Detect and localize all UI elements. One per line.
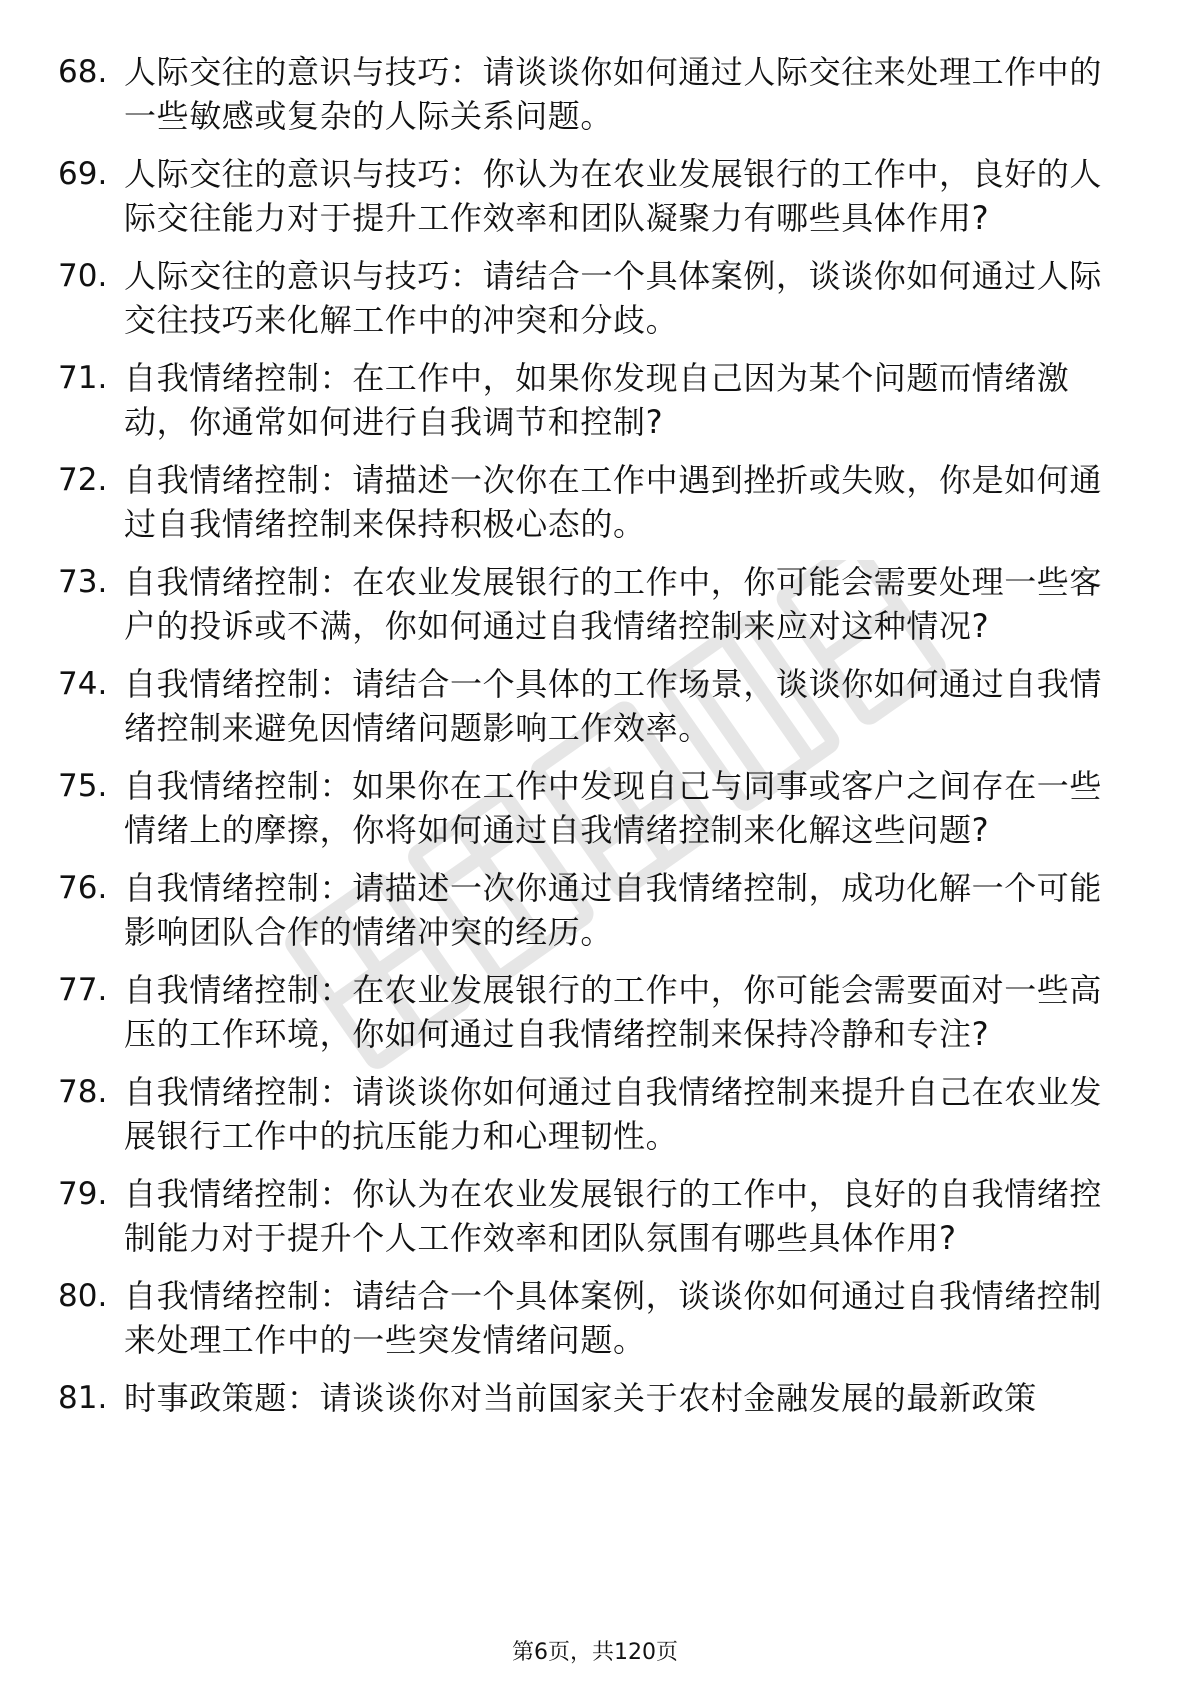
question-item [58,356,1118,444]
question-text: 自我情绪控制：在农业发展银行的工作中，你可能会需要面对一些高压的工作环境，你如何通过自我情绪控制来保持冷静和专注? [124,971,1103,1053]
question-item [58,1274,1118,1362]
question-item [58,662,1118,750]
question-item [58,560,1118,648]
question-number: 80. [58,1278,108,1314]
question-item [58,254,1118,342]
question-item [58,1376,1118,1420]
question-item [58,458,1118,546]
question-text: 自我情绪控制：请结合一个具体的工作场景，谈谈你如何通过自我情绪控制来避免因情绪问题影响工作效率。 [124,665,1103,747]
question-item [58,50,1118,138]
question-item [58,968,1118,1056]
question-number: 79. [58,1176,108,1212]
question-text: 自我情绪控制：请描述一次你在工作中遇到挫折或失败，你是如何通过自我情绪控制来保持积极心态的。 [124,461,1103,543]
question-text: 时事政策题：请谈谈你对当前国家关于农村金融发展的最新政策 [124,1379,1037,1417]
question-number: 72. [58,462,108,498]
question-number: 71. [58,360,108,396]
question-item [58,152,1118,240]
question-text: 人际交往的意识与技巧：请谈谈你如何通过人际交往来处理工作中的一些敏感或复杂的人际关系问题。 [124,53,1103,135]
question-number: 76. [58,870,108,906]
question-text: 自我情绪控制：请谈谈你如何通过自我情绪控制来提升自己在农业发展银行工作中的抗压能力和心理韧性。 [124,1073,1103,1155]
question-number: 69. [58,156,108,192]
question-number: 70. [58,258,108,294]
question-item [58,866,1118,954]
question-number: 78. [58,1074,108,1110]
question-number: 81. [58,1380,108,1416]
question-text: 人际交往的意识与技巧：请结合一个具体案例，谈谈你如何通过人际交往技巧来化解工作中的冲突和分歧。 [124,257,1103,339]
question-item [58,1070,1118,1158]
question-number: 75. [58,768,108,804]
question-text: 自我情绪控制：你认为在农业发展银行的工作中，良好的自我情绪控制能力对于提升个人工作效率和团队氛围有哪些具体作用? [124,1175,1103,1257]
page-footer: 第6页，共120页 [512,1640,678,1665]
question-number: 74. [58,666,108,702]
question-item [58,1172,1118,1260]
question-number: 77. [58,972,108,1008]
question-list [58,50,1118,1434]
question-text: 自我情绪控制：请结合一个具体案例，谈谈你如何通过自我情绪控制来处理工作中的一些突发情绪问题。 [124,1277,1103,1359]
question-text: 自我情绪控制：在工作中，如果你发现自己因为某个问题而情绪激动，你通常如何进行自我调节和控制? [124,359,1070,441]
question-text: 自我情绪控制：请描述一次你通过自我情绪控制，成功化解一个可能影响团队合作的情绪冲突的经历。 [124,869,1103,951]
question-text: 自我情绪控制：在农业发展银行的工作中，你可能会需要处理一些客户的投诉或不满，你如何通过自我情绪控制来应对这种情况? [124,563,1103,645]
question-text: 人际交往的意识与技巧：你认为在农业发展银行的工作中，良好的人际交往能力对于提升工作效率和团队凝聚力有哪些具体作用? [124,155,1103,237]
question-number: 73. [58,564,108,600]
question-item [58,764,1118,852]
question-text: 自我情绪控制：如果你在工作中发现自己与同事或客户之间存在一些情绪上的摩擦，你将如何通过自我情绪控制来化解这些问题? [124,767,1103,849]
question-number: 68. [58,54,108,90]
